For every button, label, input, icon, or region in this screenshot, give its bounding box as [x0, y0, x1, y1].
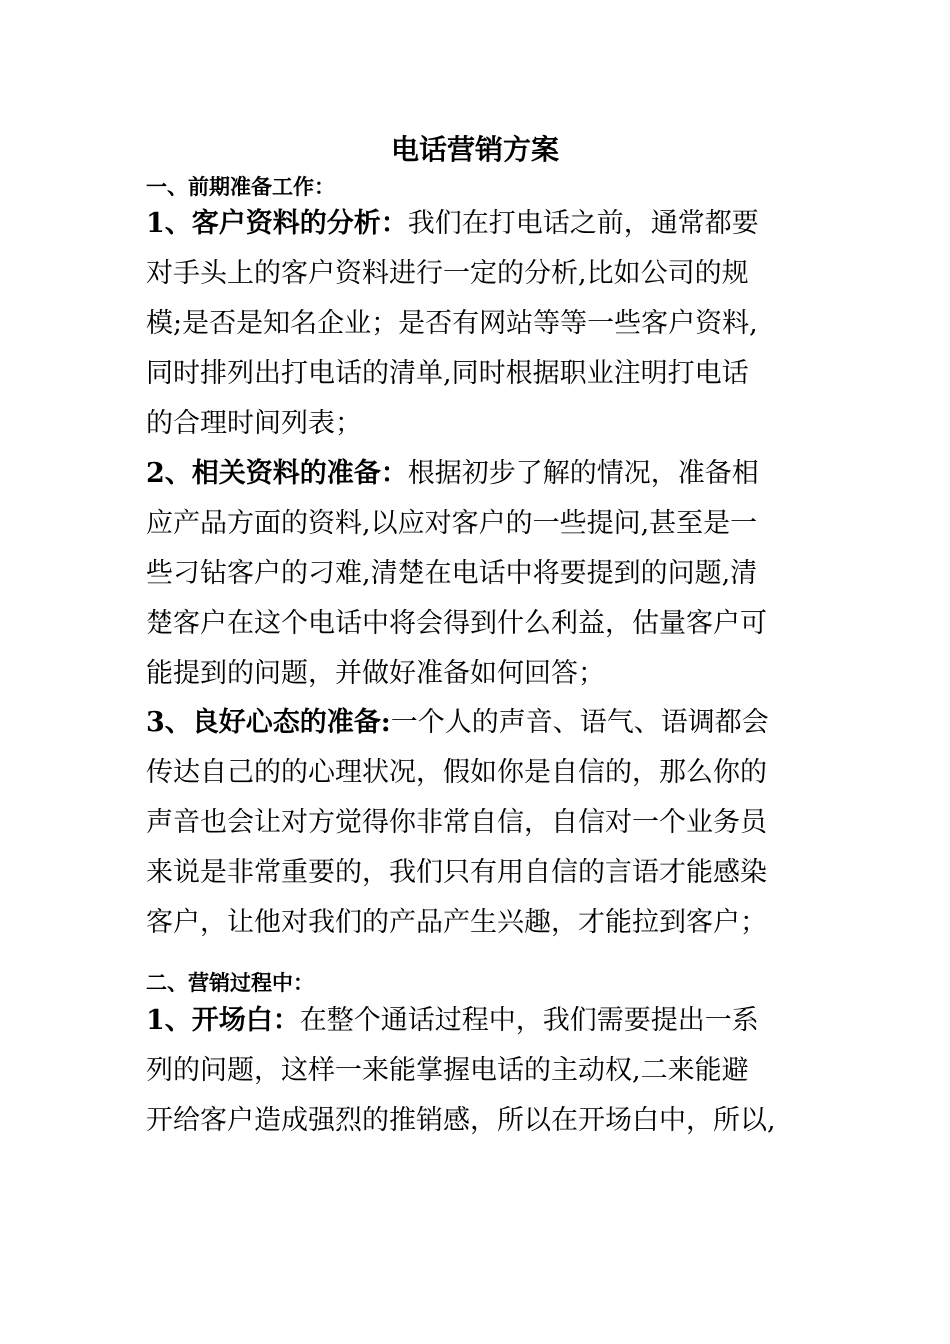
s1-item2-line-4: 楚客户在这个电话中将会得到什么利益，估量客户可: [146, 608, 767, 639]
s1-item3-line-3: 声音也会让对方觉得你非常自信，自信对一个业务员: [146, 807, 767, 838]
s1-item3-line-5: 客户，让他对我们的产品产生兴趣，才能拉到客户；: [146, 907, 767, 938]
s1-item1-line-5: 的合理时间列表；: [146, 408, 362, 439]
s1-item3-text-1: 一个人的声音、语气、语调都会: [390, 707, 769, 738]
s1-item3-line-4: 来说是非常重要的，我们只有用自信的言语才能感染: [146, 857, 767, 888]
s2-item1-line-1: [146, 1001, 759, 1041]
s1-item2-text-1: 根据初步了解的情况，准备相: [407, 458, 759, 489]
s1-item3-line-2: 传达自己的的心理状况，假如你是自信的，那么你的: [146, 757, 767, 788]
s1-item1-line-3: 模;是否是知名企业；是否有网站等等一些客户资料,: [146, 308, 758, 339]
s1-item1-line-1: [146, 204, 759, 244]
document-title: 电话营销方案: [390, 133, 559, 166]
s1-item2-line-3: 些刁钻客户的刁难,清楚在电话中将要提到的问题,清: [146, 558, 758, 589]
s1-item3-line-1: [146, 703, 769, 743]
s1-item2-line-2: 应产品方面的资料,以应对客户的一些提问,甚至是一: [146, 508, 758, 539]
s1-item1-line-4: 同时排列出打电话的清单,同时根据职业注明打电话: [146, 358, 749, 389]
section-2-heading: 二、营销过程中：: [146, 970, 314, 995]
s1-item1-lead: 1、客户资料的分析：: [146, 208, 408, 239]
s2-item1-text-1: 在整个通话过程中，我们需要提出一系: [299, 1005, 759, 1036]
s1-item2-lead: 2、相关资料的准备：: [146, 458, 408, 489]
s1-item2-line-5: 能提到的问题，并做好准备如何回答；: [146, 658, 605, 689]
s1-item2-line-1: [146, 454, 759, 494]
s2-item1-line-3: 开给客户造成强烈的推销感，所以在开场白中，所以,: [146, 1105, 776, 1136]
s1-item3-lead: 3、良好心态的准备:: [146, 707, 391, 738]
s2-item1-line-2: 列的问题，这样一来能掌握电话的主动权,二来能避: [146, 1055, 749, 1086]
s1-item1-text-1: 我们在打电话之前，通常都要: [407, 208, 759, 239]
s1-item1-line-2: 对手头上的客户资料进行一定的分析,比如公司的规: [146, 258, 749, 289]
s2-item1-lead: 1、开场白：: [146, 1005, 300, 1036]
section-1-heading: 一、前期准备工作：: [146, 174, 335, 199]
